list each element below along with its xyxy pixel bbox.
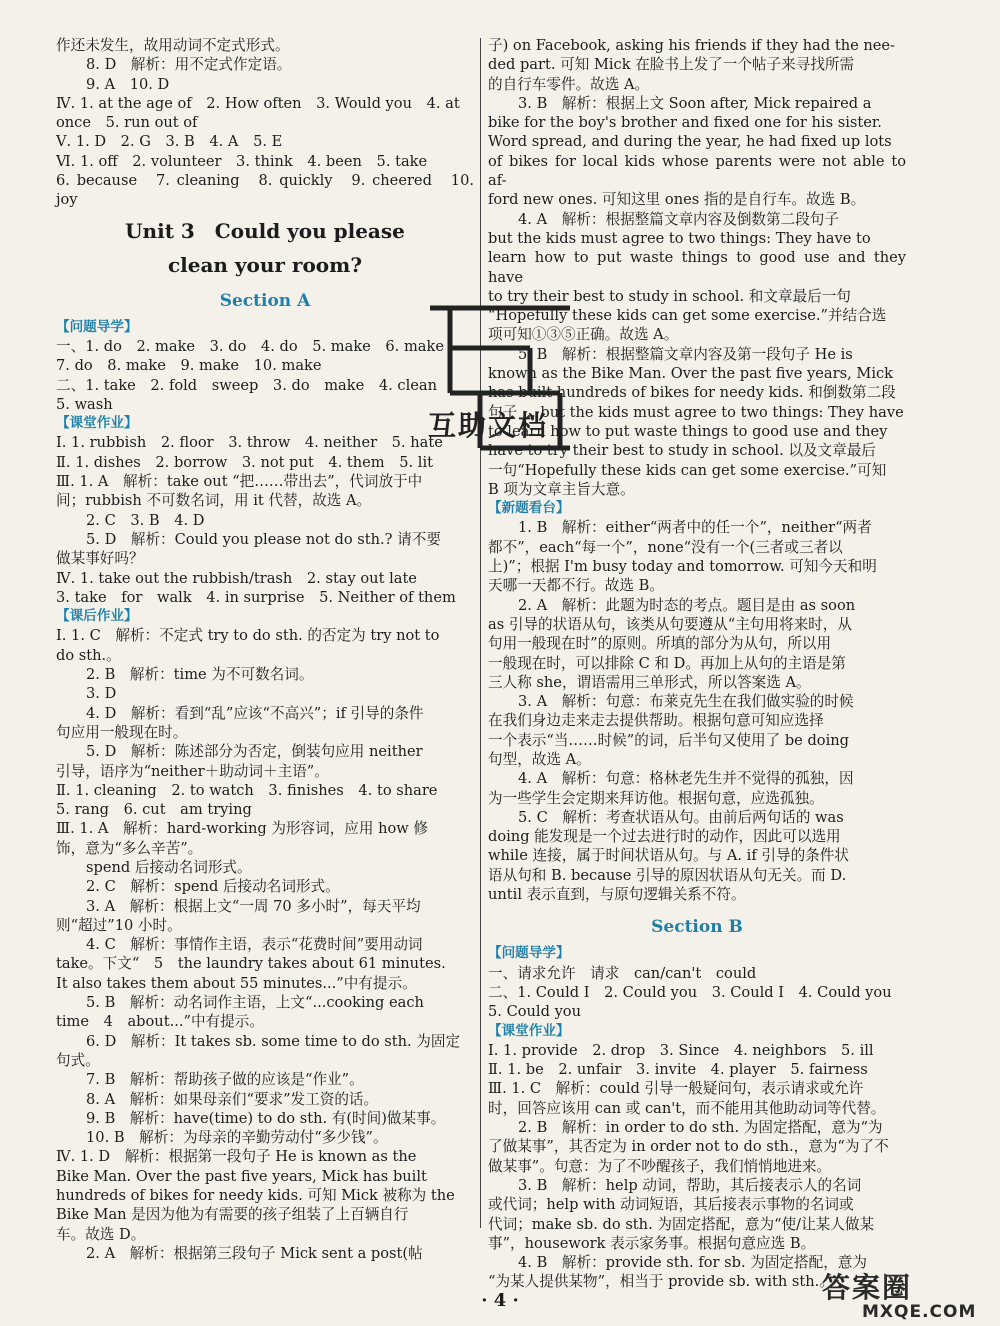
watermark-text: 互助文档 — [428, 409, 549, 442]
answer-line: 在我们身边走来走去提供帮助。根据句意可知应选择 — [488, 712, 824, 730]
answer-line: 则“超过”10 小时。 — [56, 916, 182, 934]
answer-line: 一、请求允许 请求 can/can't could — [488, 964, 757, 982]
answer-line: take。下文“ 5 the laundry takes about 61 minutes. — [56, 955, 446, 973]
answer-line: 一个表示“当……时候”的词，后半句又使用了 be doing — [488, 731, 849, 749]
answer-line: do sth.。 — [56, 646, 121, 664]
answer-line: known as the Bike Man. Over the past five years, Mick — [488, 365, 893, 383]
unit-title: Unit 3 Could you please — [125, 218, 405, 243]
answer-line: 引导，语序为“neither＋助动词＋主语”。 — [56, 762, 329, 780]
section-tag: 【问题导学】 — [488, 945, 570, 962]
answer-line: 7. B 解析：帮助孩子做的应该是“作业”。 — [86, 1071, 364, 1089]
answer-line: Ⅲ. 1. A 解析：hard-working 为形容词，应用 how 修 — [56, 820, 429, 838]
answer-line: Bike Man 是因为他为有需要的孩子组装了上百辆自行 — [56, 1206, 409, 1224]
answer-line: 天哪一天都不行。故选 B。 — [488, 577, 664, 595]
answer-line: ded part. 可知 Mick 在脸书上发了一个帖子来寻找所需 — [488, 56, 855, 74]
answer-line: 句子 ... but the kids must agree to two things: They have — [488, 403, 904, 421]
answer-line: 二、1. Could I 2. Could you 3. Could I 4. Could you — [488, 983, 892, 1001]
answer-line: 5. D 解析：陈述部分为否定，倒装句应用 neither — [86, 743, 423, 761]
answer-line: have to try their best to study in school. 以及文章最后 — [488, 442, 876, 460]
answer-line: of bikes for local kids whose parents were not able to af- — [488, 152, 911, 190]
answer-line: Ⅴ. 1. D 2. G 3. B 4. A 5. E — [56, 133, 283, 151]
left-column — [56, 36, 479, 1263]
answer-line: Ⅰ. 1. C 解析：不定式 try to do sth. 的否定为 try not to — [56, 627, 440, 645]
answer-line: 车。故选 D。 — [56, 1225, 146, 1243]
answer-line: 5. C 解析：考查状语从句。由前后两句话的 was — [518, 808, 844, 826]
answer-line: 8. D 解析：用不定式作定语。 — [86, 56, 292, 74]
answer-line: 3. B 解析：根据上文 Soon after, Mick repaired a — [518, 94, 872, 112]
column-divider — [480, 38, 481, 1228]
answer-line: 9. B 解析：have(time) to do sth. 有(时间)做某事。 — [86, 1109, 446, 1127]
answer-line: 一句“Hopefully these kids can get some exercise.”可知 — [488, 461, 887, 479]
answer-line: 了做某事”，其否定为 in order not to do sth.，意为“为了不 — [488, 1138, 889, 1156]
unit-title: clean your room? — [167, 252, 363, 277]
answer-line: 二、1. take 2. fold sweep 3. do make 4. clean — [56, 376, 437, 394]
answer-line: 2. B 解析：time 为不可数名词。 — [86, 666, 314, 684]
answer-line: Ⅰ. 1. rubbish 2. floor 3. throw 4. neither 5. hate — [56, 434, 443, 452]
answer-line: 5. Could you — [488, 1003, 581, 1021]
answer-line: time 4 about...”中有提示。 — [56, 1013, 264, 1031]
section-tag: 【课堂作业】 — [56, 415, 138, 432]
answer-line: but the kids must agree to two things: They have to — [488, 229, 871, 247]
site-logo-url: MXQE.COM — [862, 1302, 977, 1322]
answer-line: 句用一般现在时”的原则。所填的部分为从句，所以用 — [488, 635, 832, 653]
answer-line: 4. C 解析：事情作主语，表示“花费时间”要用动词 — [86, 936, 423, 954]
answer-line: has built hundreds of bikes for needy kids. 和倒数第二段 — [488, 384, 896, 402]
answer-line: 句型，故选 A。 — [488, 750, 591, 768]
answer-line: 子) on Facebook, asking his friends if they had the nee- — [488, 37, 895, 54]
answer-line: 6. D 解析：It takes sb. some time to do sth. 为固定 — [86, 1032, 461, 1050]
answer-line: It also takes them about 55 minutes...”中有提示。 — [56, 974, 417, 992]
answer-line: 语从句和 B. because 引导的原因状语从句无关。而 D. — [488, 866, 847, 884]
answer-line: 2. C 解析：spend 后接动名词形式。 — [86, 878, 340, 896]
answer-line: Ⅳ. 1. D 解析：根据第一段句子 He is known as the — [56, 1148, 417, 1166]
answer-line: 3. take for walk 4. in surprise 5. Neither of them — [56, 588, 456, 606]
section-tag: 【课堂作业】 — [488, 1022, 570, 1039]
answer-line: 一、1. do 2. make 3. do 4. do 5. make 6. make — [56, 337, 444, 355]
right-column — [488, 36, 911, 1292]
answer-line: 5. B 解析：根据整篇文章内容及第一段句子 He is — [518, 345, 853, 363]
answer-line: 作还未发生，故用动词不定式形式。 — [56, 37, 290, 54]
answer-line: 3. A 解析：根据上文“一周 70 多小时”，每天平均 — [86, 897, 421, 915]
answer-line: Ⅵ. 1. off 2. volunteer 3. think 4. been 5. take — [56, 152, 428, 170]
answer-line: as 引导的状语从句，该类从句要遵从“主句用将来时，从 — [488, 615, 852, 633]
section-tag: 【课后作业】 — [56, 608, 138, 625]
answer-line: Ⅱ. 1. be 2. unfair 3. invite 4. player 5. fairness — [488, 1061, 868, 1079]
answer-line: “Hopefully these kids can get some exercise.”并结合选 — [488, 307, 887, 325]
answer-line: 5. wash — [56, 395, 113, 413]
answer-line: 做某事好吗？ — [56, 550, 144, 568]
answer-line: 4. B 解析：provide sth. for sb. 为固定搭配，意为 — [518, 1254, 867, 1272]
page-number: · 4 · — [481, 1290, 519, 1311]
answer-line: 的自行车零件。故选 A。 — [488, 75, 650, 93]
answer-line: once 5. run out of — [56, 114, 198, 132]
answer-line: 6. because 7. cleaning 8. quickly 9. cheered 10. joy — [56, 172, 479, 209]
answer-line: 2. B 解析：in order to do sth. 为固定搭配，意为“为 — [518, 1119, 883, 1137]
answer-line: 3. A 解析：句意：布莱克先生在我们做实验的时候 — [518, 693, 854, 711]
answer-line: 句式。 — [56, 1051, 100, 1069]
answer-line: Ⅲ. 1. C 解析：could 引导一般疑问句，表示请求或允许 — [488, 1080, 864, 1098]
answer-line: 为一些学生会定期来拜访他。根据句意，应选孤独。 — [488, 789, 824, 807]
answer-line: Ⅲ. 1. A 解析：take out “把……带出去”，代词放于中 — [56, 473, 423, 491]
answer-line: hundreds of bikes for needy kids. 可知 Mick 被称为 the — [56, 1187, 455, 1205]
answer-line: to try their best to study in school. 和文章最后一句 — [488, 287, 851, 305]
section-title: Section B — [651, 917, 743, 938]
answer-line: 间；rubbish 不可数名词，用 it 代替，故选 A。 — [56, 492, 372, 510]
answer-line: Ⅱ. 1. cleaning 2. to watch 3. finishes 4. to share — [56, 781, 438, 799]
site-logo-text: 答案圈 — [822, 1271, 913, 1304]
answer-line: 3. B 解析：help 动词，帮助，其后接表示人的名词 — [518, 1176, 862, 1194]
answer-line: 代词；make sb. do sth. 为固定搭配，意为“使/让某人做某 — [488, 1215, 875, 1233]
answer-line: 4. A 解析：根据整篇文章内容及倒数第二段句子 — [518, 210, 839, 228]
answer-line: Ⅳ. 1. at the age of 2. How often 3. Would you 4. at — [56, 94, 460, 112]
answer-line: 1. B 解析：either“两者中的任一个”，neither“两者 — [518, 519, 872, 537]
answer-line: doing 能发现是一个过去进行时的动作，因此可以选用 — [488, 828, 841, 846]
answer-line: B 项为文章主旨大意。 — [488, 480, 635, 498]
answer-line: 做某事”。句意：为了不吵醒孩子，我们悄悄地进来。 — [488, 1157, 832, 1175]
answer-line: 2. A 解析：根据第三段句子 Mick sent a post(帖 — [86, 1244, 423, 1262]
answer-line: 时，回答应该用 can 或 can't，而不能用其他助动词等代替。 — [488, 1099, 886, 1117]
answer-line: 三人称 she，谓语需用三单形式，所以答案选 A。 — [488, 673, 811, 691]
answer-line: ford new ones. 可知这里 ones 指的是自行车。故选 B。 — [488, 191, 866, 209]
answer-line: 5. D 解析：Could you please not do sth.? 请不要 — [86, 530, 441, 548]
answer-line: Ⅰ. 1. provide 2. drop 3. Since 4. neighbors 5. ill — [488, 1041, 874, 1059]
answer-line: Bike Man. Over the past five years, Mick has built — [56, 1167, 427, 1185]
answer-line: 7. do 8. make 9. make 10. make — [56, 357, 322, 375]
answer-line: 3. D — [86, 685, 117, 703]
answer-line: 10. B 解析：为母亲的辛勤劳动付“多少钱”。 — [86, 1129, 388, 1147]
answer-line: 9. A 10. D — [86, 75, 170, 93]
answer-line: learn how to put waste things to good use and they have — [488, 249, 911, 286]
section-tag: 【问题导学】 — [56, 318, 138, 335]
answer-line: 或代词；help with 动词短语，其后接表示事物的名词或 — [488, 1196, 854, 1214]
section-tag: 【新题看台】 — [488, 500, 570, 517]
answer-line: 项可知①③⑤正确。故选 A。 — [488, 326, 679, 344]
answer-line: 句应用一般现在时。 — [56, 723, 188, 741]
answer-line: to learn how to put waste things to good use and they — [488, 422, 888, 440]
answer-line: bike for the boy's brother and fixed one for his sister. — [488, 114, 882, 132]
answer-line: 饰，意为“多么辛苦”。 — [56, 839, 203, 857]
answer-line: spend 后接动名词形式。 — [86, 858, 252, 876]
answer-line: Ⅳ. 1. take out the rubbish/trash 2. stay out late — [56, 569, 417, 587]
answer-line: “为某人提供某物”，相当于 provide sb. with sth.。 — [488, 1273, 834, 1291]
answer-line: 8. A 解析：如果母亲们“要求”发工资的话。 — [86, 1090, 379, 1108]
answer-line: 上)”；根据 I'm busy today and tomorrow. 可知今天和明 — [488, 558, 877, 576]
answer-line: 4. D 解析：看到“乱”应该“不高兴”；if 引导的条件 — [86, 704, 424, 722]
answer-line: until 表示直到，与原句逻辑关系不符。 — [488, 886, 746, 904]
answer-line: 一般现在时，可以排除 C 和 D。再加上从句的主语是第 — [488, 654, 846, 672]
answer-line: 5. B 解析：动名词作主语，上文“...cooking each — [86, 994, 424, 1012]
answer-line: 事”，housework 表示家务事。根据句意应选 B。 — [488, 1234, 816, 1252]
answer-line: 2. A 解析：此题为时态的考点。题目是由 as soon — [518, 596, 856, 614]
answer-line: Word spread, and during the year, he had fixed up lots — [488, 133, 892, 151]
answer-line: 5. rang 6. cut am trying — [56, 801, 252, 819]
answer-line: 2. C 3. B 4. D — [86, 511, 205, 529]
answer-line: while 连接，属于时间状语从句。与 A. if 引导的条件状 — [488, 847, 849, 865]
answer-line: 都不”，each“每一个”，none“没有一个(三者或三者以 — [488, 538, 843, 556]
answer-line: Ⅱ. 1. dishes 2. borrow 3. not put 4. them 5. lit — [56, 453, 434, 471]
answer-line: 4. A 解析：句意：格林老先生并不觉得的孤独，因 — [518, 770, 854, 788]
section-title: Section A — [219, 290, 311, 311]
